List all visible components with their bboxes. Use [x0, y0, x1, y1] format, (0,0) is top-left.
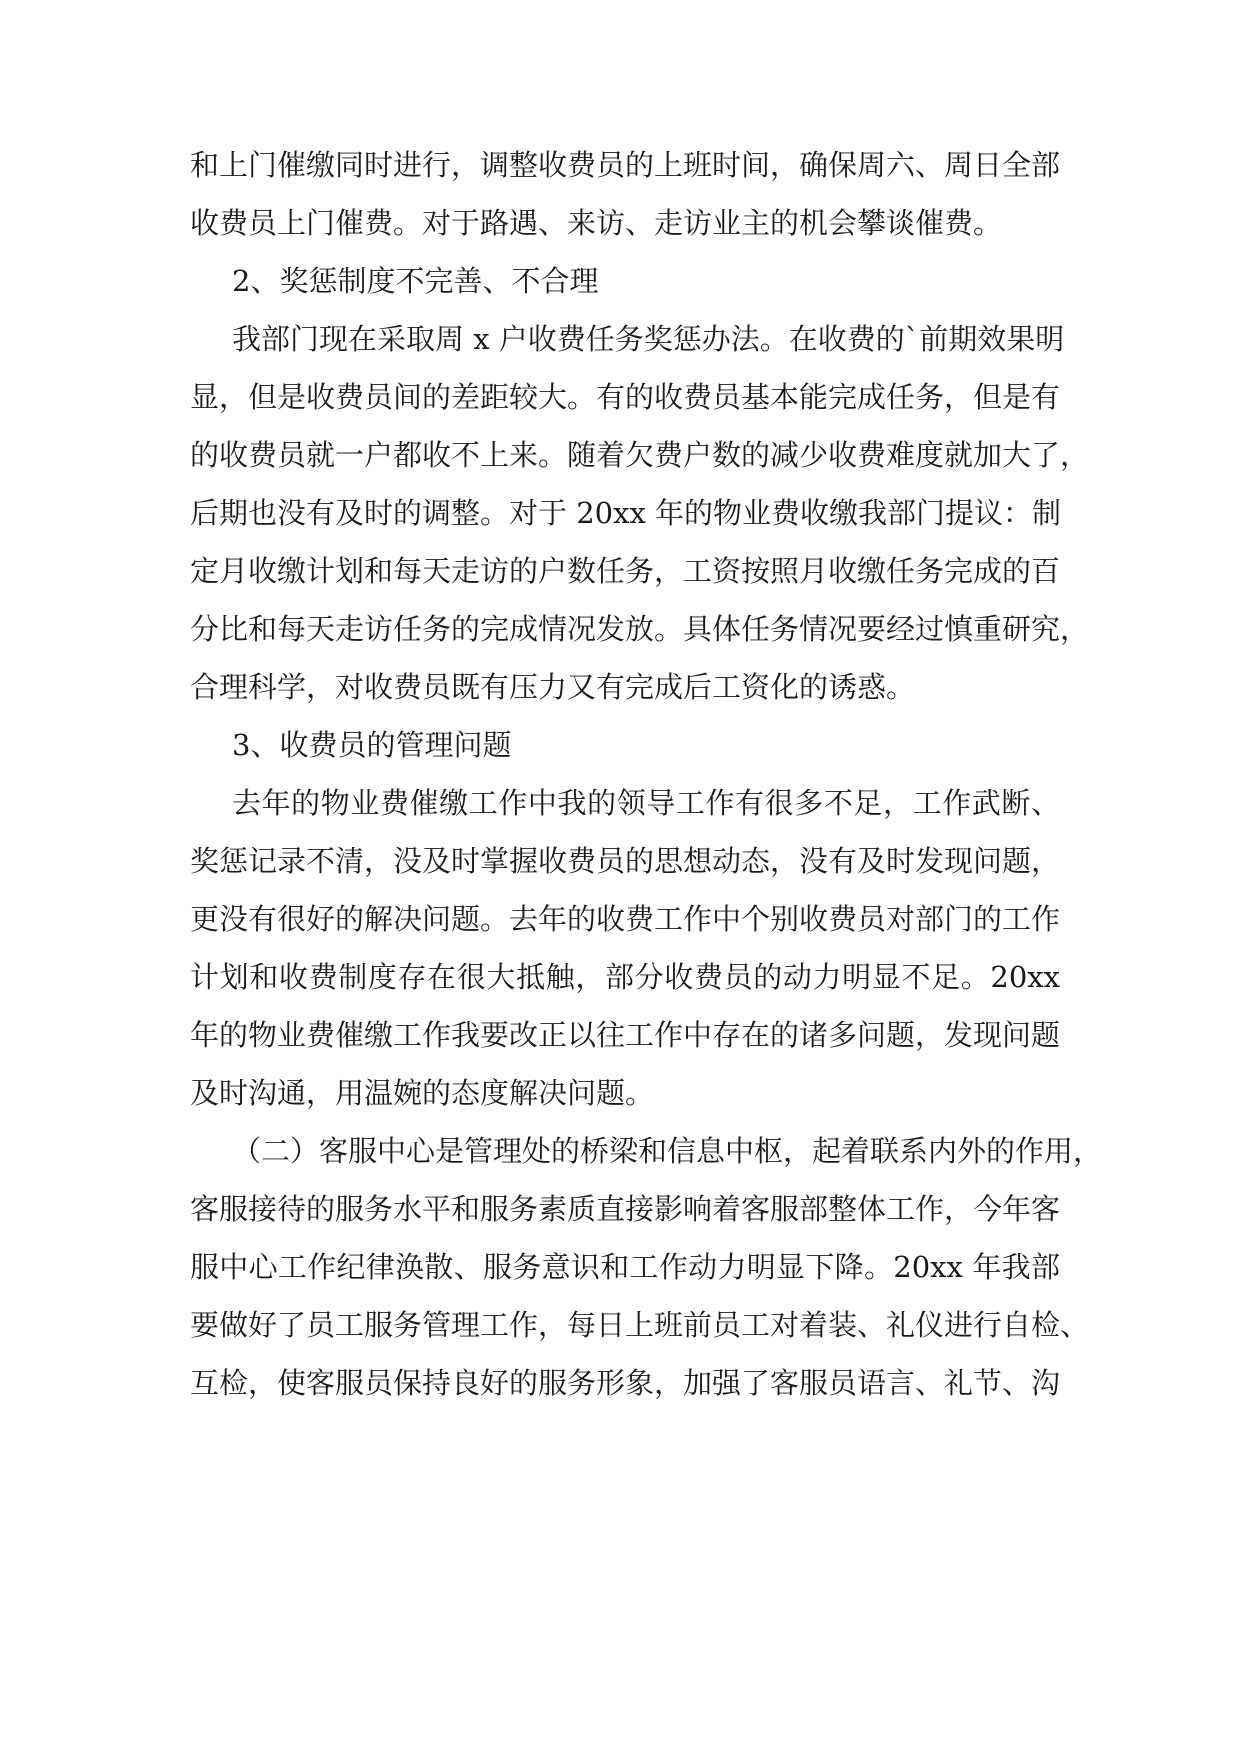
text-line: 显，但是收费员间的差距较大。有的收费员基本能完成任务，但是有 [190, 380, 1061, 414]
text-line: 的收费员就一户都收不上来。随着欠费户数的减少收费难度就加大了， [190, 438, 1090, 472]
text-line: 更没有很好的解决问题。去年的收费工作中个别收费员对部门的工作 [190, 902, 1061, 936]
text-line: 奖惩记录不清，没及时掌握收费员的思想动态，没有及时发现问题， [190, 844, 1061, 878]
section-heading: 2、奖惩制度不完善、不合理 [232, 264, 599, 298]
text-line: 分比和每天走访任务的完成情况发放。具体任务情况要经过慎重研究， [190, 612, 1090, 646]
text-line: 年的物业费催缴工作我要改正以往工作中存在的诸多问题，发现问题 [190, 1018, 1061, 1052]
text-line: 及时沟通，用温婉的态度解决问题。 [190, 1076, 655, 1110]
text-line: 计划和收费制度存在很大抵触，部分收费员的动力明显不足。20xx [190, 960, 1060, 994]
section-heading: 3、收费员的管理问题 [232, 728, 512, 762]
text-line: 我部门现在采取周 x 户收费任务奖惩办法。在收费的`前期效果明 [232, 322, 1065, 356]
text-line: 合理科学，对收费员既有压力又有完成后工资化的诱惑。 [190, 670, 916, 704]
text-line: 互检，使客服员保持良好的服务形象，加强了客服员语言、礼节、沟 [190, 1366, 1061, 1400]
text-line: 和上门催缴同时进行，调整收费员的上班时间，确保周六、周日全部 [190, 148, 1061, 182]
text-line: 后期也没有及时的调整。对于 20xx 年的物业费收缴我部门提议：制 [190, 496, 1062, 530]
text-line: 客服接待的服务水平和服务素质直接影响着客服部整体工作，今年客 [190, 1192, 1061, 1226]
text-line: 收费员上门催费。对于路遇、来访、走访业主的机会攀谈催费。 [190, 206, 1003, 240]
text-line: （二）客服中心是管理处的桥梁和信息中枢，起着联系内外的作用， [232, 1134, 1103, 1168]
text-line: 服中心工作纪律涣散、服务意识和工作动力明显下降。20xx 年我部 [190, 1250, 1060, 1284]
text-line: 定月收缴计划和每天走访的户数任务，工资按照月收缴任务完成的百 [190, 554, 1061, 588]
text-line: 要做好了员工服务管理工作，每日上班前员工对着装、礼仪进行自检、 [190, 1308, 1090, 1342]
text-line: 去年的物业费催缴工作中我的领导工作有很多不足，工作武断、 [232, 786, 1060, 820]
